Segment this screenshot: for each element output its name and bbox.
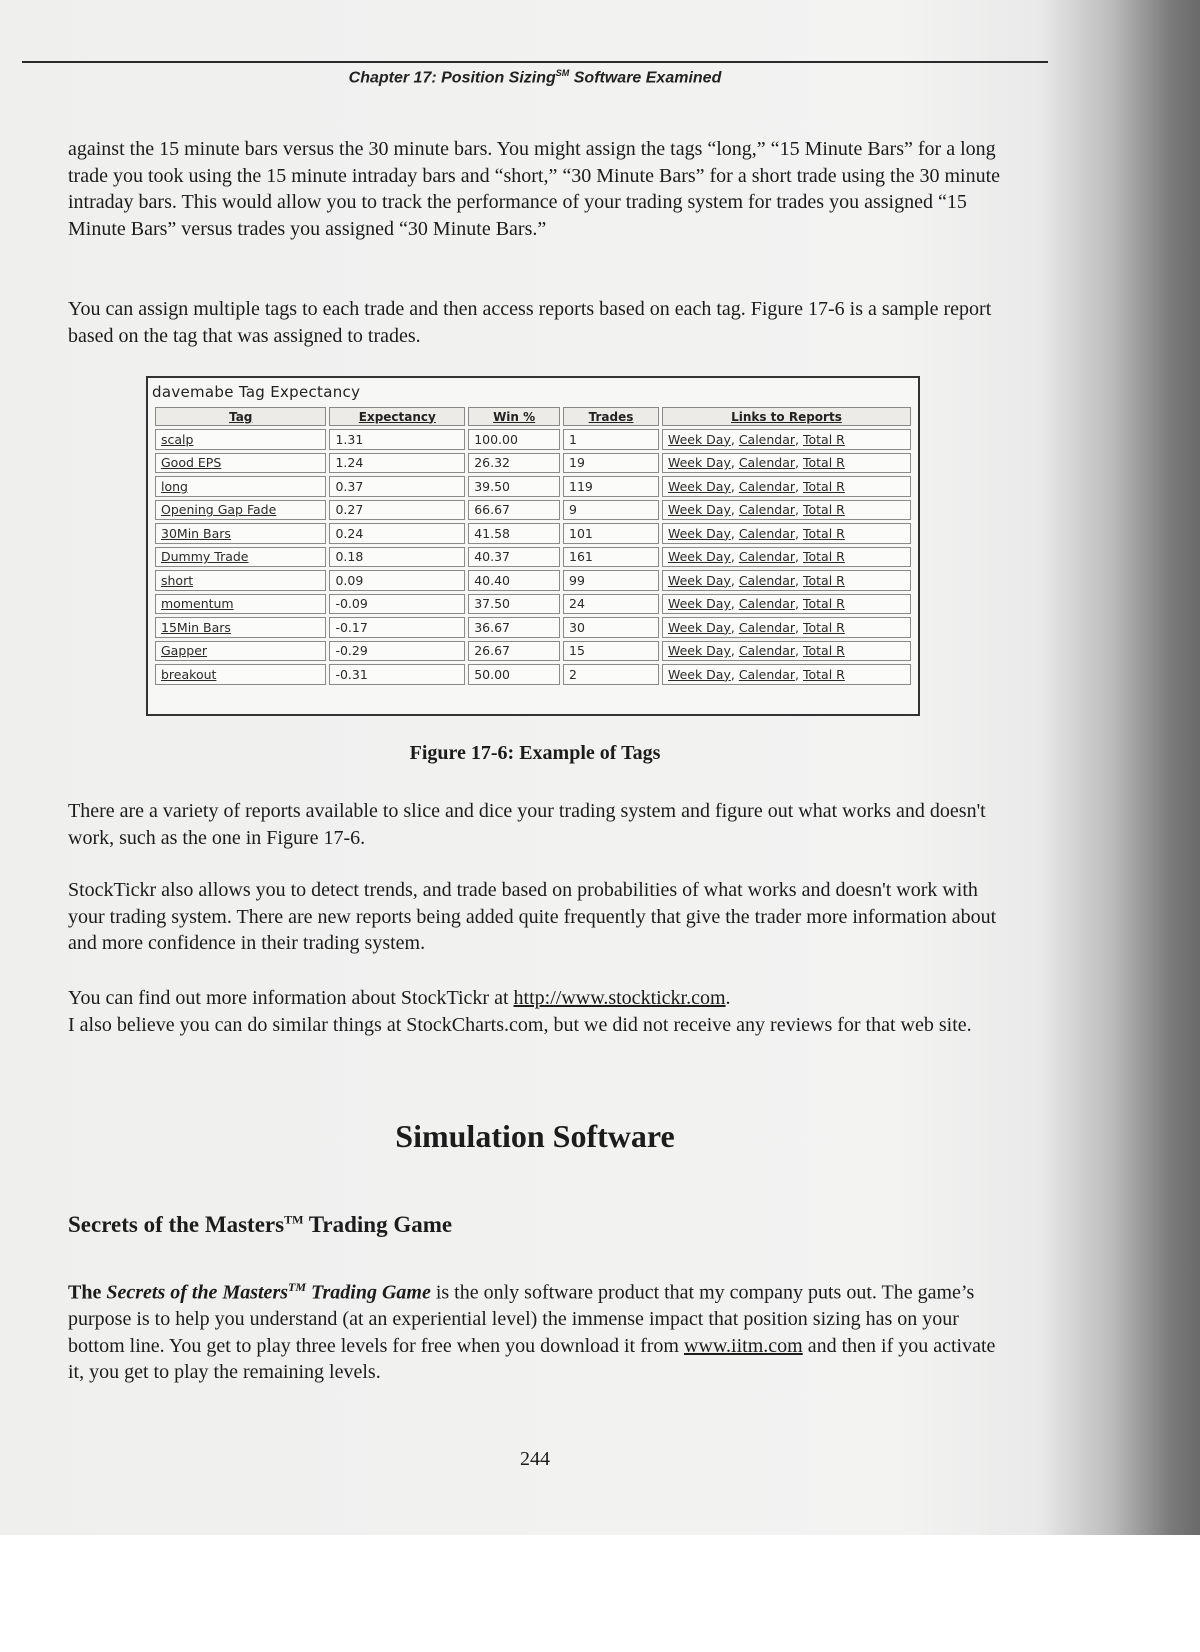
- report-body: [155, 429, 911, 685]
- win-percent-cell: 66.67: [468, 500, 560, 521]
- week-day-link[interactable]: Week Day: [667, 455, 731, 471]
- calendar-link[interactable]: Calendar: [738, 549, 796, 565]
- trades-cell: 30: [563, 617, 659, 638]
- subheading: [68, 1212, 452, 1238]
- stockcharts-note: I also believe you can do similar things at StockCharts.com, but we did not receive any reviews for that web site.: [68, 1013, 972, 1036]
- subheading-text: Secrets of the Masters: [68, 1212, 285, 1237]
- expectancy-cell: 1.31: [329, 429, 465, 450]
- game-title-end: Trading Game: [306, 1281, 431, 1304]
- total-r-link[interactable]: Total R: [802, 666, 845, 682]
- paragraph-multiple-tags: You can assign multiple tags to each trade and then access reports based on each tag. Figure 17-6 is a sample report based on the tag that was assigned to trades.: [68, 298, 992, 347]
- table-row: [155, 476, 911, 497]
- header-trades[interactable]: [563, 407, 659, 426]
- win-percent-cell: 39.50: [468, 476, 560, 497]
- tag-link[interactable]: long: [155, 476, 326, 497]
- paragraph-trading-game: [68, 1274, 1003, 1386]
- report-links-cell: Week Day, Calendar, Total R: [662, 476, 911, 497]
- page-margin: [0, 1535, 1200, 1652]
- calendar-link[interactable]: Calendar: [738, 478, 796, 494]
- report-links-cell: Week Day, Calendar, Total R: [662, 617, 911, 638]
- table-row: [155, 500, 911, 521]
- expectancy-cell: 1.24: [329, 453, 465, 474]
- expectancy-cell: -0.29: [329, 641, 465, 662]
- tag-link[interactable]: Dummy Trade: [155, 547, 326, 568]
- week-day-link[interactable]: Week Day: [667, 549, 731, 565]
- trades-cell: 9: [563, 500, 659, 521]
- week-day-link[interactable]: Week Day: [667, 596, 731, 612]
- calendar-link[interactable]: Calendar: [738, 455, 796, 471]
- report-links-cell: Week Day, Calendar, Total R: [662, 664, 911, 685]
- expectancy-cell: 0.37: [329, 476, 465, 497]
- header-tag-label: Tag: [229, 409, 253, 424]
- report-links-cell: Week Day, Calendar, Total R: [662, 523, 911, 544]
- table-row: [155, 453, 911, 474]
- calendar-link[interactable]: Calendar: [738, 596, 796, 612]
- paragraph-more-info: [68, 985, 1003, 1038]
- total-r-link[interactable]: Total R: [802, 549, 845, 565]
- tag-link[interactable]: Gapper: [155, 641, 326, 662]
- report-title: davemabe Tag Expectancy: [152, 383, 361, 401]
- tag-link[interactable]: 30Min Bars: [155, 523, 326, 544]
- total-r-link[interactable]: Total R: [802, 431, 845, 447]
- calendar-link[interactable]: Calendar: [738, 572, 796, 588]
- report-table: [152, 404, 914, 688]
- paragraph-trends: StockTickr also allows you to detect trends, and trade based on probabilities of what works and doesn't work with your trading system. There are new reports being added quite frequently that give the trader more information about and more confidence in their trading system.: [68, 879, 997, 954]
- total-r-link[interactable]: Total R: [802, 502, 845, 518]
- total-r-link[interactable]: Total R: [802, 525, 845, 541]
- calendar-link[interactable]: Calendar: [738, 666, 796, 682]
- report-links-cell: Week Day, Calendar, Total R: [662, 570, 911, 591]
- header-trades-label: Trades: [588, 409, 634, 424]
- trades-cell: 15: [563, 641, 659, 662]
- expectancy-cell: 0.27: [329, 500, 465, 521]
- win-percent-cell: 26.67: [468, 641, 560, 662]
- win-percent-cell: 40.40: [468, 570, 560, 591]
- header-win-label: Win %: [493, 409, 536, 424]
- trades-cell: 1: [563, 429, 659, 450]
- week-day-link[interactable]: Week Day: [667, 572, 731, 588]
- more-info-text: You can find out more information about StockTickr at: [68, 987, 514, 1009]
- section-heading: Simulation Software: [395, 1118, 675, 1154]
- header-expectancy[interactable]: [329, 407, 465, 426]
- page-number: 244: [520, 1448, 550, 1470]
- stocktickr-link[interactable]: http://www.stocktickr.com: [513, 987, 726, 1009]
- calendar-link[interactable]: Calendar: [738, 502, 796, 518]
- header-links: [662, 407, 911, 426]
- report-links-cell: Week Day, Calendar, Total R: [662, 500, 911, 521]
- report-header-row: [155, 407, 911, 426]
- expectancy-cell: -0.09: [329, 594, 465, 615]
- week-day-link[interactable]: Week Day: [667, 502, 731, 518]
- win-percent-cell: 40.37: [468, 547, 560, 568]
- expectancy-cell: -0.17: [329, 617, 465, 638]
- game-tm: TM: [288, 1280, 307, 1294]
- tag-link[interactable]: momentum: [155, 594, 326, 615]
- table-row: [155, 594, 911, 615]
- tag-link[interactable]: short: [155, 570, 326, 591]
- trades-cell: 19: [563, 453, 659, 474]
- total-r-link[interactable]: Total R: [802, 619, 845, 635]
- total-r-link[interactable]: Total R: [802, 596, 845, 612]
- figure-caption: Figure 17-6: Example of Tags: [409, 742, 661, 764]
- expectancy-cell: 0.24: [329, 523, 465, 544]
- running-head: [0, 68, 1070, 87]
- game-description: is the only software product that my company puts out. The game’s purpose is to help you understand (at an experiential level) the immense impact that position sizing has on your bottom line. You get to play three levels for free when you download it from: [68, 1281, 975, 1357]
- game-title: Secrets of the Masters: [106, 1281, 289, 1304]
- report-links-cell: Week Day, Calendar, Total R: [662, 429, 911, 450]
- total-r-link[interactable]: Total R: [802, 572, 845, 588]
- week-day-link[interactable]: Week Day: [667, 619, 731, 635]
- running-head-text-end: Software Examined: [569, 69, 722, 87]
- table-row: [155, 617, 911, 638]
- report-links-cell: Week Day, Calendar, Total R: [662, 453, 911, 474]
- header-links-label: Links to Reports: [731, 409, 842, 424]
- trades-cell: 161: [563, 547, 659, 568]
- trades-cell: 24: [563, 594, 659, 615]
- expectancy-cell: 0.18: [329, 547, 465, 568]
- win-percent-cell: 41.58: [468, 523, 560, 544]
- win-percent-cell: 50.00: [468, 664, 560, 685]
- subheading-text-end: Trading Game: [303, 1212, 453, 1237]
- total-r-link[interactable]: Total R: [802, 455, 845, 471]
- table-row: [155, 547, 911, 568]
- tag-link[interactable]: breakout: [155, 664, 326, 685]
- tag-link[interactable]: 15Min Bars: [155, 617, 326, 638]
- table-row: [155, 429, 911, 450]
- tag-link[interactable]: Opening Gap Fade: [155, 500, 326, 521]
- more-info-period: .: [725, 987, 731, 1009]
- trades-cell: 119: [563, 476, 659, 497]
- paragraph-tags-intro: against the 15 minute bars versus the 30 minute bars. You might assign the tags “long,” “15 Minute Bars” for a long trade you took using the 15 minute intraday bars and “short,” “30 Minute Bars” for a short trade using the 30 minute intraday bars. This would allow you to track the performance of your trading system for trades you assigned “15 Minute Bars” versus trades you assigned “30 Minute Bars.”: [68, 138, 1001, 240]
- game-the: The: [68, 1281, 107, 1304]
- subheading-tm: TM: [284, 1212, 304, 1227]
- week-day-link[interactable]: Week Day: [667, 525, 731, 541]
- tag-link[interactable]: Good EPS: [155, 453, 326, 474]
- week-day-link[interactable]: Week Day: [667, 431, 731, 447]
- calendar-link[interactable]: Calendar: [738, 643, 796, 659]
- report-links-cell: Week Day, Calendar, Total R: [662, 641, 911, 662]
- header-rule: [22, 61, 1048, 63]
- paragraph-reports: There are a variety of reports available to slice and dice your trading system and figure out what works and doesn't work, such as the one in Figure 17-6.: [68, 800, 986, 849]
- header-expectancy-label: Expectancy: [358, 409, 436, 424]
- running-head-sup: SM: [555, 68, 570, 78]
- table-row: [155, 570, 911, 591]
- total-r-link[interactable]: Total R: [802, 643, 845, 659]
- week-day-link[interactable]: Week Day: [667, 478, 731, 494]
- calendar-link[interactable]: Calendar: [738, 431, 796, 447]
- table-row: [155, 664, 911, 685]
- expectancy-cell: -0.31: [329, 664, 465, 685]
- header-win-percent[interactable]: [468, 407, 560, 426]
- header-tag[interactable]: [155, 407, 326, 426]
- week-day-link[interactable]: Week Day: [667, 666, 731, 682]
- win-percent-cell: 26.32: [468, 453, 560, 474]
- calendar-link[interactable]: Calendar: [738, 525, 796, 541]
- week-day-link[interactable]: Week Day: [667, 643, 731, 659]
- trades-cell: 99: [563, 570, 659, 591]
- game-description-end: and then if you activate it, you get to play the remaining levels.: [68, 1334, 996, 1384]
- tag-link[interactable]: scalp: [155, 429, 326, 450]
- report-links-cell: Week Day, Calendar, Total R: [662, 547, 911, 568]
- win-percent-cell: 37.50: [468, 594, 560, 615]
- running-head-text: Chapter 17: Position Sizing: [348, 69, 556, 87]
- win-percent-cell: 36.67: [468, 617, 560, 638]
- expectancy-cell: 0.09: [329, 570, 465, 591]
- report-links-cell: Week Day, Calendar, Total R: [662, 594, 911, 615]
- table-row: [155, 523, 911, 544]
- table-row: [155, 641, 911, 662]
- trades-cell: 2: [563, 664, 659, 685]
- iitm-link[interactable]: www.iitm.com: [684, 1334, 803, 1357]
- total-r-link[interactable]: Total R: [802, 478, 845, 494]
- calendar-link[interactable]: Calendar: [738, 619, 796, 635]
- tag-expectancy-report: [146, 376, 920, 716]
- win-percent-cell: 100.00: [468, 429, 560, 450]
- trades-cell: 101: [563, 523, 659, 544]
